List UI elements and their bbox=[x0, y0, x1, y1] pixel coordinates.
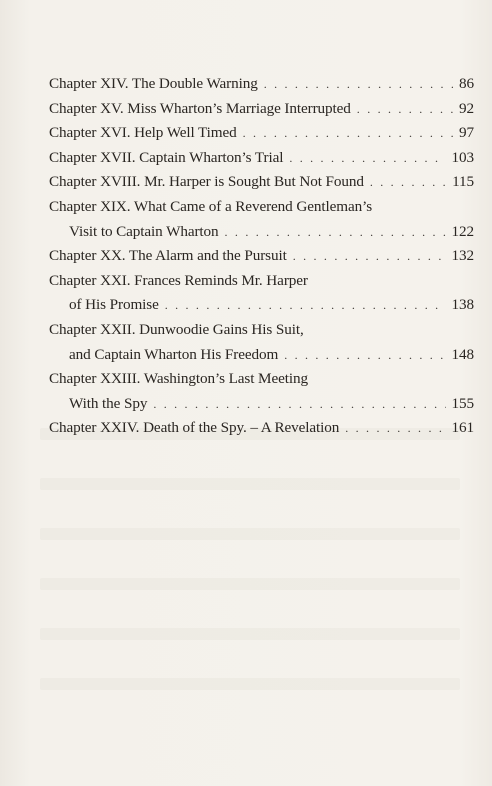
chapter-title: Chapter XIV. The Double Warning bbox=[49, 75, 258, 92]
toc-entry-line bbox=[49, 72, 474, 97]
chapter-title: Chapter XXII. Dunwoodie Gains His Suit, bbox=[49, 320, 304, 338]
dot-leader bbox=[153, 392, 445, 417]
dot-leader bbox=[264, 72, 453, 97]
page-number: 103 bbox=[451, 148, 474, 166]
page-number: 122 bbox=[451, 222, 474, 240]
toc-entry-line bbox=[49, 269, 474, 294]
chapter-title: Chapter XX. The Alarm and the Pursuit bbox=[49, 247, 287, 265]
chapter-title: Chapter XV. Miss Wharton’s Marriage Interrupted bbox=[49, 99, 351, 117]
bleed-through-line bbox=[40, 678, 460, 690]
chapter-title: Visit to Captain Wharton bbox=[69, 222, 219, 240]
table-of-contents bbox=[49, 72, 474, 441]
toc-entry-line bbox=[49, 220, 474, 245]
toc-entry-line bbox=[49, 121, 474, 146]
bleed-through-line bbox=[40, 528, 460, 540]
chapter-title: Chapter XIX. What Came of a Reverend Gentleman’s bbox=[49, 197, 373, 215]
toc-entry[interactable] bbox=[49, 244, 474, 269]
toc-entry[interactable] bbox=[49, 121, 474, 146]
page-number: 86 bbox=[459, 75, 474, 92]
toc-entry-line bbox=[49, 170, 474, 195]
toc-entry[interactable] bbox=[49, 367, 474, 416]
chapter-title: and Captain Wharton His Freedom bbox=[69, 345, 279, 363]
chapter-title: Chapter XVII. Captain Wharton’s Trial bbox=[49, 148, 284, 166]
page-number: 155 bbox=[451, 394, 474, 412]
page-number: 161 bbox=[451, 419, 474, 437]
chapter-title: With the Spy bbox=[69, 394, 148, 412]
toc-entry-line bbox=[49, 343, 474, 368]
page-number: 92 bbox=[459, 99, 474, 117]
toc-entry-line bbox=[49, 244, 474, 269]
toc-entry[interactable] bbox=[49, 170, 474, 195]
chapter-title: Chapter XXIV. Death of the Spy. – A Revelation bbox=[49, 419, 340, 437]
bleed-through-line bbox=[40, 578, 460, 590]
dot-leader bbox=[289, 146, 445, 171]
toc-entry-line bbox=[49, 293, 474, 318]
dot-leader bbox=[293, 244, 446, 269]
page-number: 148 bbox=[451, 345, 474, 363]
dot-leader bbox=[370, 170, 446, 195]
dot-leader bbox=[345, 416, 445, 441]
bleed-through-line bbox=[40, 478, 460, 490]
toc-entry-line bbox=[49, 97, 474, 122]
page-number: 132 bbox=[451, 247, 474, 265]
toc-entry-line bbox=[49, 416, 474, 441]
page-number: 138 bbox=[451, 296, 474, 314]
toc-entry[interactable] bbox=[49, 195, 474, 244]
dot-leader bbox=[165, 293, 446, 318]
page-number: 115 bbox=[452, 173, 474, 191]
chapter-title: Chapter XXIII. Washington’s Last Meeting bbox=[49, 370, 308, 388]
page-number: 97 bbox=[459, 124, 474, 142]
toc-entry[interactable] bbox=[49, 146, 474, 171]
dot-leader bbox=[357, 97, 453, 122]
toc-entry-line bbox=[49, 146, 474, 171]
toc-entry[interactable] bbox=[49, 72, 474, 97]
chapter-title: Chapter XVI. Help Well Timed bbox=[49, 124, 237, 142]
dot-leader bbox=[284, 343, 445, 368]
toc-entry-line bbox=[49, 195, 474, 220]
toc-entry-line bbox=[49, 392, 474, 417]
dot-leader bbox=[243, 121, 453, 146]
chapter-title: of His Promise bbox=[69, 296, 159, 314]
bleed-through-line bbox=[40, 628, 460, 640]
chapter-title: Chapter XXI. Frances Reminds Mr. Harper bbox=[49, 271, 308, 289]
toc-entry[interactable] bbox=[49, 269, 474, 318]
toc-entry[interactable] bbox=[49, 318, 474, 367]
toc-entry[interactable] bbox=[49, 416, 474, 441]
dot-leader bbox=[225, 220, 446, 245]
toc-entry-line bbox=[49, 367, 474, 392]
toc-entry-line bbox=[49, 318, 474, 343]
toc-entry[interactable] bbox=[49, 97, 474, 122]
chapter-title: Chapter XVIII. Mr. Harper is Sought But Not Found bbox=[49, 173, 364, 191]
